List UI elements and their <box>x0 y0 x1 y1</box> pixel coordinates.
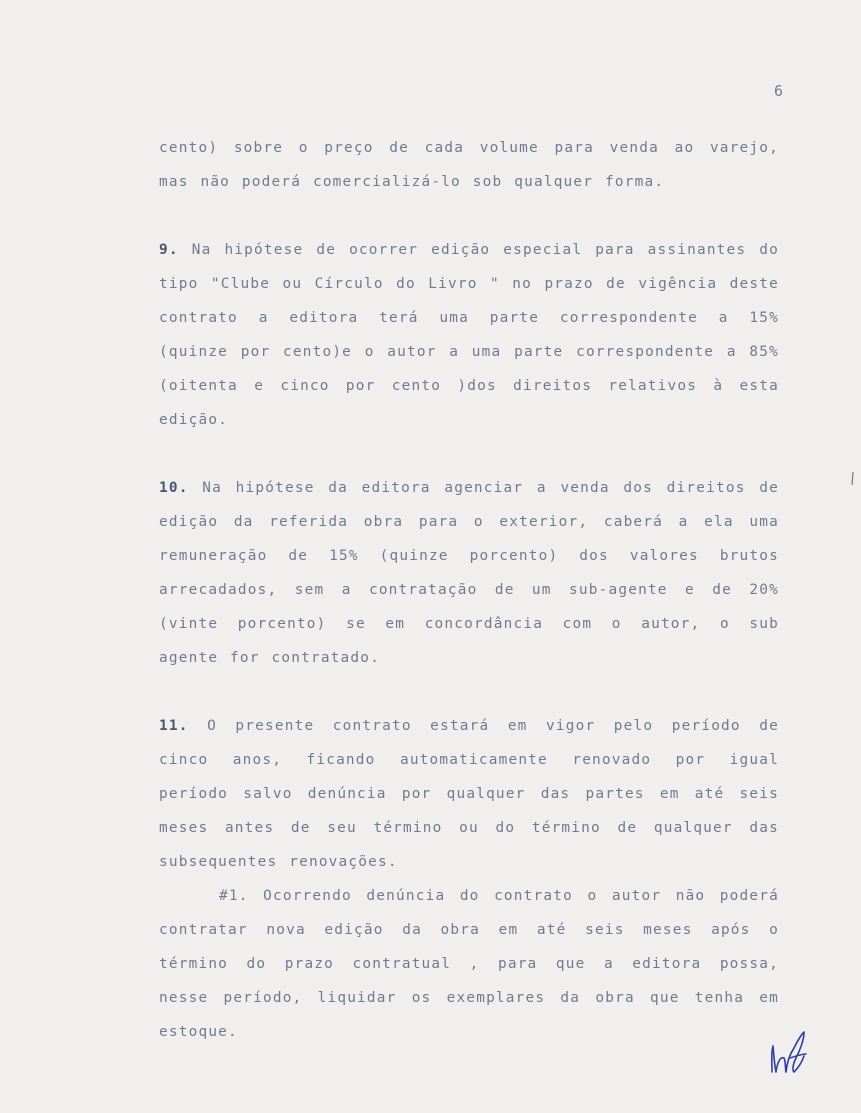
margin-mark <box>851 472 854 486</box>
clause-number: 10. <box>159 480 189 496</box>
clause-11-paragraph-1 <box>159 879 779 1049</box>
text-line: contratar nova edição da obra em até seis meses após o <box>159 922 779 938</box>
clause-text: Na hipótese de ocorrer edição especial para assinantes do <box>178 242 779 258</box>
text-line: período salvo denúncia por qualquer das partes em até seis <box>159 786 779 802</box>
text-line: (oitenta e cinco por cento )dos direitos relativos à esta <box>159 378 779 394</box>
text-line <box>159 471 779 505</box>
text-line: cento) sobre o preço de cada volume para venda ao varejo, <box>159 140 779 156</box>
clause-number: 11. <box>159 718 189 734</box>
handwritten-initials-signature <box>766 1028 810 1076</box>
page-number: 6 <box>774 82 784 100</box>
text-line: término do prazo contratual , para que a editora possa, <box>159 956 779 972</box>
text-line: arrecadados, sem a contratação de um sub-agente e de 20% <box>159 582 779 598</box>
clause-text: Na hipótese da editora agenciar a venda dos direitos de <box>188 480 779 496</box>
paragraph-continuation <box>159 131 779 199</box>
clause-9 <box>159 233 779 437</box>
clause-text: O presente contrato estará em vigor pelo período de <box>188 718 779 734</box>
text-line: estoque. <box>159 1024 238 1040</box>
text-line: (quinze por cento)e o autor a uma parte correspondente a 85% <box>159 344 779 360</box>
clause-11 <box>159 709 779 879</box>
text-line: #1. Ocorrendo denúncia do contrato o autor não poderá <box>219 888 779 904</box>
clause-number: 9. <box>159 242 179 258</box>
text-line: cinco anos, ficando automaticamente renovado por igual <box>159 752 779 768</box>
text-line: subsequentes renovações. <box>159 854 398 870</box>
text-line: remuneração de 15% (quinze porcento) dos valores brutos <box>159 548 779 564</box>
document-body <box>159 131 779 1049</box>
text-line: agente for contratado. <box>159 650 381 666</box>
text-line: contrato a editora terá uma parte correspondente a 15% <box>159 310 779 326</box>
text-line: meses antes de seu término ou do término de qualquer das <box>159 820 779 836</box>
text-line: tipo "Clube ou Círculo do Livro " no prazo de vigência deste <box>159 276 779 292</box>
text-line: nesse período, liquidar os exemplares da obra que tenha em <box>159 990 779 1006</box>
text-line: edição da referida obra para o exterior, caberá a ela uma <box>159 514 779 530</box>
text-line <box>159 233 779 267</box>
text-line: edição. <box>159 412 229 428</box>
text-line: (vinte porcento) se em concordância com o autor, o sub <box>159 616 779 632</box>
text-line <box>159 709 779 743</box>
clause-10 <box>159 471 779 675</box>
text-line: mas não poderá comercializá-lo sob qualquer forma. <box>159 174 665 190</box>
